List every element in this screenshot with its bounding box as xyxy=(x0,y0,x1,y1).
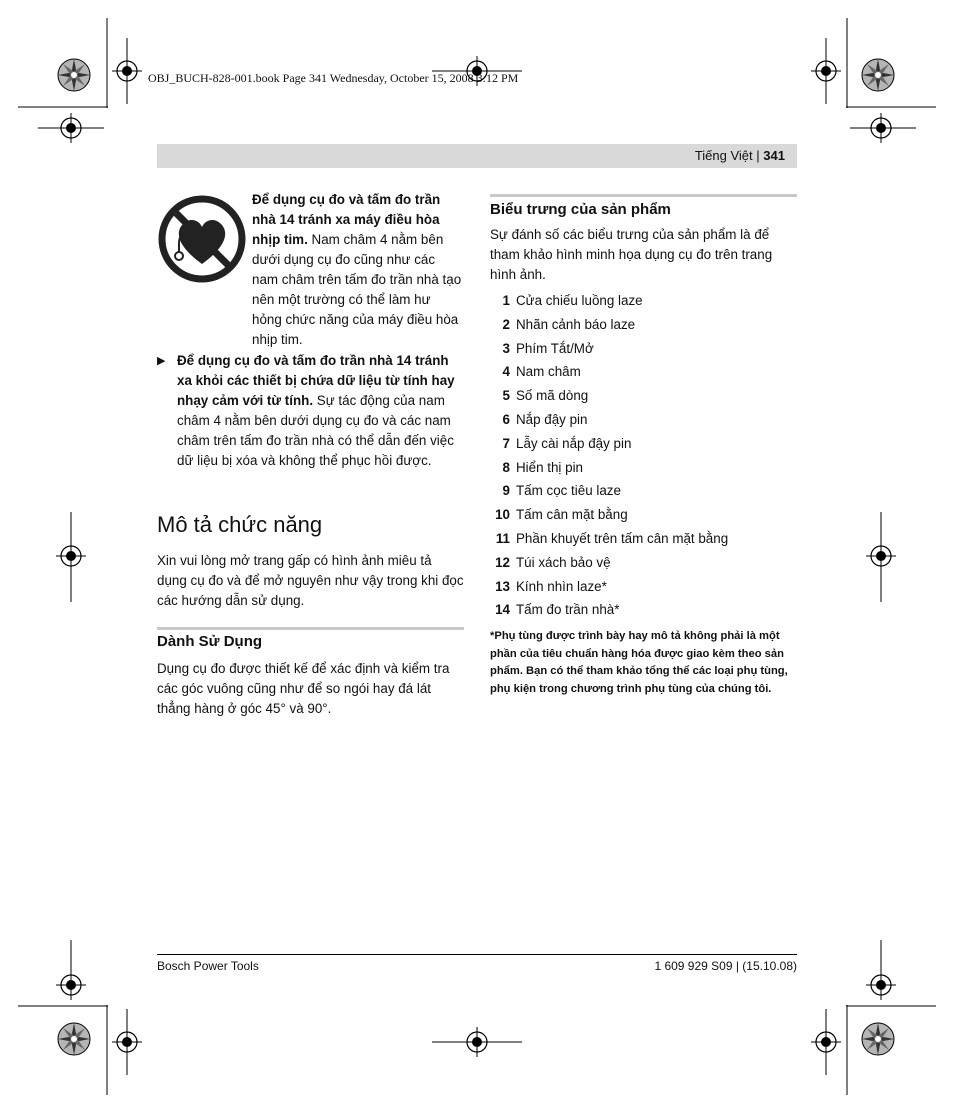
footer-doc-number: 1 609 929 S09 | (15.10.08) xyxy=(654,959,797,973)
accessory-footnote: *Phụ tùng được trình bày hay mô tả không phải là một phần của tiêu chuẩn hàng hóa được giao kèm theo sản phẩm. Bạn có thể tham khảo tổng thể các loại phụ tùng, phụ kiện trong chương trình phụ tùng của chúng tôi. xyxy=(490,630,788,695)
page-header xyxy=(157,144,797,168)
list-item xyxy=(490,291,797,315)
item-label: Nhãn cảnh báo laze xyxy=(516,316,636,332)
list-item xyxy=(490,577,797,601)
item-label: Nam châm xyxy=(516,364,581,380)
features-intro: Sự đánh số các biểu trưng của sản phẩm là để tham khảo hình minh họa dụng cụ đo trên trang hình ảnh. xyxy=(490,227,773,282)
item-label: Kính nhìn laze* xyxy=(516,578,607,594)
list-item xyxy=(490,339,797,363)
item-number: 8 xyxy=(502,459,510,475)
list-item xyxy=(490,434,797,458)
list-item xyxy=(490,529,797,553)
header-text xyxy=(695,148,785,163)
item-number: 11 xyxy=(495,530,510,546)
footer-rule xyxy=(157,954,797,955)
list-item xyxy=(490,410,797,434)
item-label: Lẫy cài nắp đậy pin xyxy=(516,435,632,451)
header-language: Tiếng Việt xyxy=(694,148,753,163)
magnetic-warning-bold: Để dụng cụ đo và tấm đo trần nhà 14 tránh xa khỏi các thiết bị chứa dữ liệu từ tính hay nhạy cảm với từ tính. xyxy=(177,353,455,408)
footer-brand: Bosch Power Tools xyxy=(157,959,259,973)
item-label: Tấm đo trần nhà* xyxy=(516,602,620,618)
item-label: Phần khuyết trên tấm cân mặt bằng xyxy=(516,530,729,546)
list-item xyxy=(490,362,797,386)
item-number: 4 xyxy=(502,364,510,380)
item-number: 5 xyxy=(502,388,510,404)
item-number: 7 xyxy=(502,435,510,451)
item-number: 6 xyxy=(502,411,510,427)
print-slug: OBJ_BUCH-828-001.book Page 341 Wednesday, October 15, 2008 3:12 PM xyxy=(148,71,519,85)
item-number: 10 xyxy=(495,507,510,523)
pacemaker-warning xyxy=(252,190,464,350)
usage-rule xyxy=(157,627,464,630)
item-number: 2 xyxy=(502,316,510,332)
pacemaker-warning-bold: Để dụng cụ đo và tấm đo trần nhà 14 tránh xa máy điều hòa nhịp tim. xyxy=(252,192,441,247)
item-number: 14 xyxy=(495,602,510,618)
list-item xyxy=(490,315,797,339)
item-number: 9 xyxy=(502,483,510,499)
item-label: Túi xách bảo vệ xyxy=(516,554,611,570)
item-label: Hiển thị pin xyxy=(516,459,583,475)
usage-heading: Dành Sử Dụng xyxy=(157,633,263,650)
list-item xyxy=(490,458,797,482)
section-intro: Xin vui lòng mở trang gấp có hình ảnh miêu tả dụng cụ đo và để mở nguyên như vậy trong khi đọc các hướng dẫn sử dụng. xyxy=(157,553,464,608)
features-heading: Biểu trưng của sản phẩm xyxy=(490,201,671,218)
magnetic-data-warning xyxy=(157,351,464,471)
item-label: Nắp đậy pin xyxy=(516,411,588,427)
item-label: Phím Tắt/Mở xyxy=(516,340,594,356)
item-label: Tấm cọc tiêu laze xyxy=(516,483,621,499)
magnetic-warning-text: Sự tác động của nam châm 4 nằm bên dưới dụng cụ đo và các nam châm trên tấm đo trần nhà có thể dẫn đến việc dữ liệu bị xóa và không thể phục hồi được. xyxy=(177,393,454,468)
pacemaker-warning-text: Nam châm 4 nằm bên dưới dụng cụ đo cũng như các nam châm trên tấm đo trần nhà tạo nên một trường có thể làm hư hỏng chức năng của máy điều hòa nhịp tim. xyxy=(252,232,462,347)
item-label: Cửa chiếu luồng laze xyxy=(516,293,643,308)
item-label: Số mã dòng xyxy=(516,388,589,404)
page-number: 341 xyxy=(763,148,785,163)
bullet-arrow-icon: ▶ xyxy=(157,355,166,367)
section-title: Mô tả chức năng xyxy=(157,512,323,537)
list-item xyxy=(490,553,797,577)
list-item xyxy=(490,600,797,624)
item-number: 1 xyxy=(502,293,510,308)
item-number: 12 xyxy=(495,554,510,570)
item-label: Tấm cân mặt bằng xyxy=(516,507,628,523)
item-number: 3 xyxy=(502,340,510,356)
header-separator: | xyxy=(756,148,760,163)
list-item xyxy=(490,386,797,410)
list-item xyxy=(490,505,797,529)
item-number: 13 xyxy=(495,578,510,594)
usage-text: Dụng cụ đo được thiết kế để xác định và kiểm tra các góc vuông cũng như để so ngói hay đá lát thẳng hàng ở góc 45° và 90°. xyxy=(157,661,450,716)
features-list xyxy=(490,291,797,624)
list-item xyxy=(490,481,797,505)
no-pacemaker-warning-icon xyxy=(157,194,247,284)
features-rule xyxy=(490,194,797,197)
